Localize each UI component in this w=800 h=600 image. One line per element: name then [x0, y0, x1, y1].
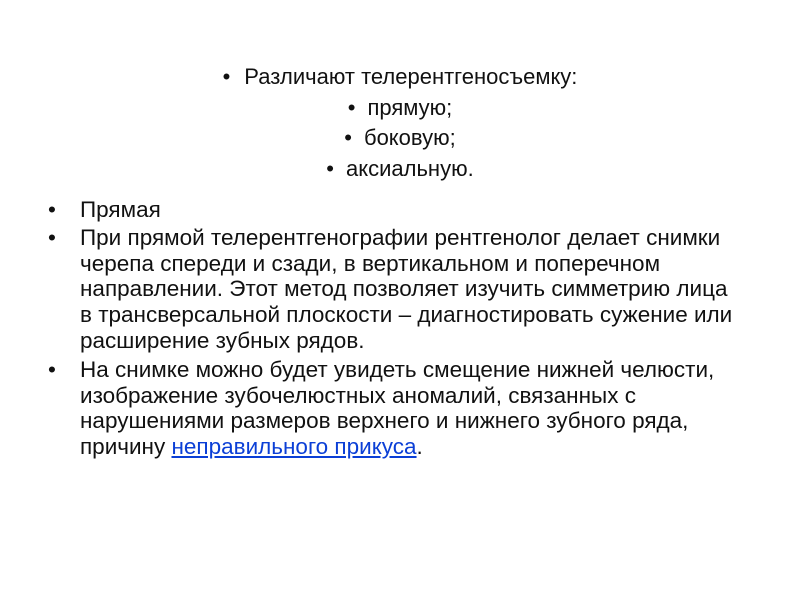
top-bullet-list [0, 62, 800, 184]
bullet-icon: • [48, 197, 56, 222]
list-item [48, 225, 738, 354]
bullet-icon: • [347, 94, 356, 120]
list-item-text: прямую; [367, 94, 453, 120]
malocclusion-link[interactable]: неправильного прикуса [171, 434, 417, 460]
bullet-icon: • [48, 224, 56, 250]
list-item-text: боковую; [363, 125, 456, 150]
list-item-text: Различают телерентгеносъемку: [244, 64, 578, 89]
list-item [0, 62, 800, 93]
bullet-icon: • [344, 125, 352, 150]
list-item [0, 154, 800, 185]
list-item-text: Прямая [80, 197, 161, 222]
list-item-text-end: . [416, 434, 423, 460]
main-bullet-list [48, 197, 738, 463]
list-item-text: На снимке можно будет увидеть смещение нижней челюсти, изображение зубочелюстных аномалий, связанных с нарушениями размеров верхнего и нижнего зубного ряда, причину [80, 356, 715, 460]
list-item [48, 357, 738, 460]
bullet-icon: • [326, 155, 334, 181]
list-item [48, 197, 738, 223]
bullet-icon: • [222, 64, 231, 89]
list-item-text: При прямой телерентгенографии рентгенолог делает снимки черепа спереди и сзади, в вертикальном и поперечном направлении. Этот метод позволяет изучить симметрию лица в трансверсальной плоскости – диагностировать сужение или расширение зубных рядов. [80, 224, 733, 353]
bullet-icon: • [48, 356, 56, 382]
list-item [0, 93, 800, 124]
list-item-text: аксиальную. [346, 155, 474, 181]
list-item [0, 123, 800, 154]
